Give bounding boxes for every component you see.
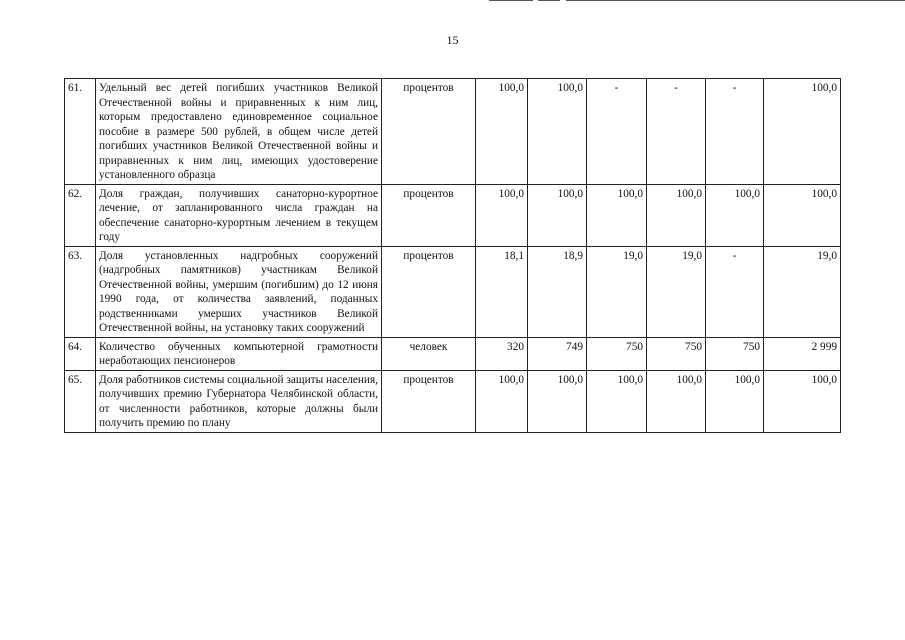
value-cell: 320 <box>476 337 528 370</box>
value-cell: 2 999 <box>764 337 841 370</box>
value-cell: 18,1 <box>476 246 528 337</box>
value-cell: 100,0 <box>528 79 587 185</box>
unit-cell: процентов <box>382 246 476 337</box>
value-cell: - <box>706 246 764 337</box>
value-cell: - <box>706 79 764 185</box>
indicator-name: Удельный вес детей погибших участников Великой Отечественной войны и приравненных к ним лиц, которым предоставлено единовременное социальное пособие в размере 500 рублей, в общем числе детей погибших участников Великой Отечественной войны и приравненных к ним лиц, имеющих удостоверение установленного образца <box>96 79 382 185</box>
table-row <box>65 79 841 185</box>
row-number: 65. <box>65 370 96 432</box>
value-cell: 100,0 <box>647 184 706 246</box>
table-row <box>65 184 841 246</box>
value-cell: 100,0 <box>476 79 528 185</box>
indicator-name: Количество обученных компьютерной грамотности неработающих пенсионеров <box>96 337 382 370</box>
indicator-name: Доля работников системы социальной защиты населения, получивших премию Губернатора Челябинской области, от численности работников, которые должны были получить премию по плану <box>96 370 382 432</box>
value-cell: 749 <box>528 337 587 370</box>
value-cell: 100,0 <box>764 184 841 246</box>
row-number: 62. <box>65 184 96 246</box>
value-cell: - <box>587 79 647 185</box>
value-cell: 18,9 <box>528 246 587 337</box>
value-cell: 19,0 <box>764 246 841 337</box>
header-rule <box>566 0 905 1</box>
value-cell: 100,0 <box>528 184 587 246</box>
unit-cell: процентов <box>382 184 476 246</box>
unit-cell: процентов <box>382 79 476 185</box>
page-number: 15 <box>446 33 459 47</box>
row-number: 63. <box>65 246 96 337</box>
value-cell: 100,0 <box>587 370 647 432</box>
value-cell: 19,0 <box>587 246 647 337</box>
table-row <box>65 370 841 432</box>
row-number: 61. <box>65 79 96 185</box>
value-cell: 19,0 <box>647 246 706 337</box>
value-cell: 100,0 <box>587 184 647 246</box>
value-cell: 100,0 <box>476 184 528 246</box>
value-cell: 100,0 <box>528 370 587 432</box>
value-cell: 100,0 <box>706 184 764 246</box>
unit-cell: человек <box>382 337 476 370</box>
value-cell: - <box>647 79 706 185</box>
row-number: 64. <box>65 337 96 370</box>
header-rule <box>489 0 533 1</box>
value-cell: 100,0 <box>764 79 841 185</box>
table-row <box>65 246 841 337</box>
indicator-name: Доля установленных надгробных сооружений (надгробных памятников) участникам Великой Отечественной войны, умершим (погибшим) до 12 июня 1990 года, от количества заявлений, поданных родственниками умерших участников Великой Отечественной войны, на установку таких сооружений <box>96 246 382 337</box>
value-cell: 100,0 <box>476 370 528 432</box>
value-cell: 100,0 <box>647 370 706 432</box>
table-row <box>65 337 841 370</box>
indicators-table <box>64 78 841 433</box>
indicator-name: Доля граждан, получивших санаторно-курортное лечение, от запланированного числа граждан на обеспечение санаторно-курортным лечением в текущем году <box>96 184 382 246</box>
value-cell: 100,0 <box>706 370 764 432</box>
value-cell: 750 <box>587 337 647 370</box>
value-cell: 750 <box>706 337 764 370</box>
value-cell: 100,0 <box>764 370 841 432</box>
value-cell: 750 <box>647 337 706 370</box>
unit-cell: процентов <box>382 370 476 432</box>
header-rule <box>538 0 560 1</box>
